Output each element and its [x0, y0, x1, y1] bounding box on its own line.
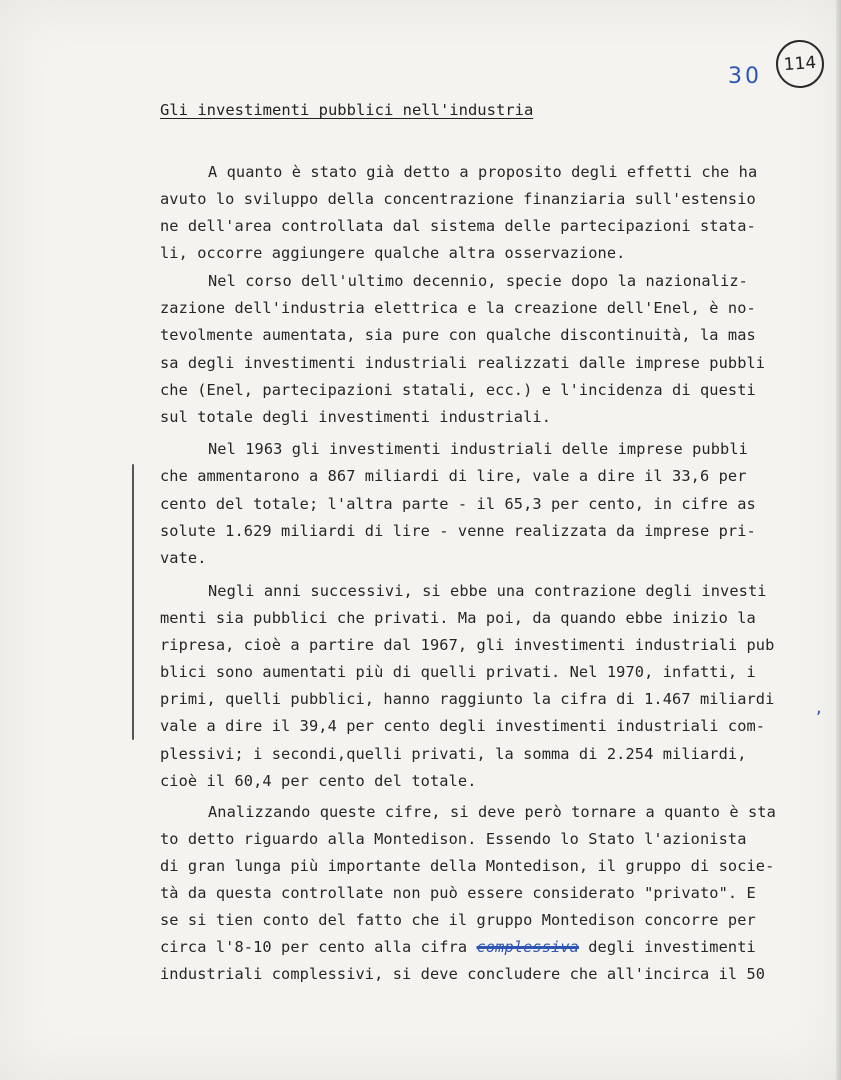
page-number: 30	[728, 64, 762, 89]
section-heading: Gli investimenti pubblici nell'industria	[160, 101, 534, 119]
archive-number-stamp	[774, 38, 825, 89]
text-line: solute 1.629 miliardi di lire - venne realizzata da imprese pri-	[160, 522, 756, 540]
text-line: A quanto è stato già detto a proposito degli effetti che ha	[208, 163, 758, 181]
text-line: tevolmente aumentata, sia pure con qualche discontinuità, la mas	[160, 326, 756, 344]
text-line: tà da questa controllate non può essere considerato "privato". E	[160, 884, 756, 902]
handwritten-comma: ,	[816, 697, 822, 718]
text-line: ne dell'area controllata dal sistema delle partecipazioni stata-	[160, 217, 756, 235]
text-line: vate.	[160, 549, 207, 567]
text-line: blici sono aumentati più di quelli privati. Nel 1970, infatti, i	[160, 663, 756, 681]
text-line: Nel 1963 gli investimenti industriali delle imprese pubbli	[208, 440, 748, 458]
text-line: sul totale degli investimenti industriali.	[160, 408, 551, 426]
text-line: ripresa, cioè a partire dal 1967, gli investimenti industriali pub	[160, 636, 775, 654]
text-line: industriali complessivi, si deve concludere che all'incirca il 50	[160, 965, 766, 983]
text-line: Negli anni successivi, si ebbe una contrazione degli investi	[208, 582, 767, 600]
text-line: cioè il 60,4 per cento del totale.	[160, 772, 477, 790]
text-line: primi, quelli pubblici, hanno raggiunto la cifra di 1.467 miliardi	[160, 690, 775, 708]
text-fragment: degli investimenti	[578, 938, 756, 956]
text-line: se si tien conto del fatto che il gruppo Montedison concorre per	[160, 911, 756, 929]
text-fragment: circa l'8-10 per cento alla cifra	[160, 938, 468, 956]
text-line: che (Enel, partecipazioni statali, ecc.) e l'incidenza di questi	[160, 381, 756, 399]
text-line: to detto riguardo alla Montedison. Essendo lo Stato l'azionista	[160, 830, 747, 848]
text-line: avuto lo sviluppo della concentrazione finanziaria sull'estensio	[160, 190, 756, 208]
text-line: zazione dell'industria elettrica e la creazione dell'Enel, è no-	[160, 299, 756, 317]
text-line: li, occorre aggiungere qualche altra osservazione.	[160, 244, 626, 262]
text-line: menti sia pubblici che privati. Ma poi, da quando ebbe inizio la	[160, 609, 756, 627]
page-edge	[836, 0, 841, 1080]
margin-mark	[132, 464, 134, 740]
text-line: di gran lunga più importante della Montedison, il gruppo di socie-	[160, 857, 775, 875]
text-line: Analizzando queste cifre, si deve però tornare a quanto è sta	[208, 803, 776, 821]
archive-number: 114	[783, 52, 817, 76]
text-line-with-correction	[160, 938, 756, 956]
text-line: vale a dire il 39,4 per cento degli investimenti industriali com-	[160, 717, 766, 735]
text-line: Nel corso dell'ultimo decennio, specie dopo la nazionaliz-	[208, 272, 748, 290]
struck-out-word: complessiva	[476, 938, 579, 956]
text-line: cento del totale; l'altra parte - il 65,3 per cento, in cifre as	[160, 495, 756, 513]
text-line: sa degli investimenti industriali realizzati dalle imprese pubbli	[160, 354, 766, 372]
text-line: plessivi; i secondi,quelli privati, la somma di 2.254 miliardi,	[160, 745, 747, 763]
text-line: che ammentarono a 867 miliardi di lire, vale a dire il 33,6 per	[160, 467, 747, 485]
